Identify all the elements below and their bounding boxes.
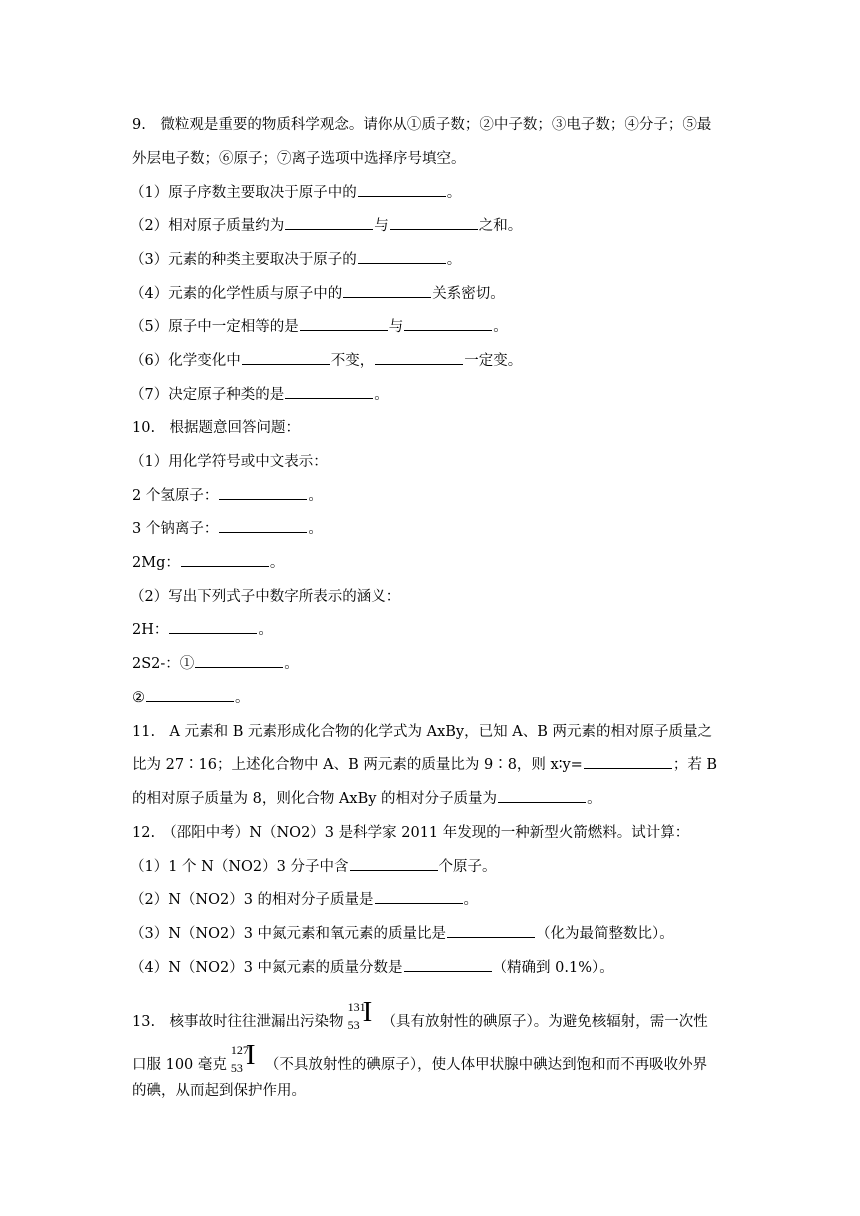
q13-line2: 口服 100 毫克 127 53 I （不具放射性的碘原子），使人体甲状腺中碘达到饱和而不再吸收外界 — [132, 1039, 708, 1075]
answer-blank[interactable] — [169, 618, 257, 634]
q9-part6: （6）化学变化中 不变， 一定变。 — [130, 349, 522, 370]
answer-blank[interactable] — [358, 248, 446, 264]
answer-blank[interactable] — [390, 214, 478, 230]
answer-blank[interactable] — [584, 753, 672, 769]
q9-part7: （7）决定原子种类的是 。 — [130, 383, 389, 404]
answer-blank[interactable] — [447, 922, 535, 938]
q10-hydrogen-atoms: 2 个氢原子： 。 — [132, 484, 323, 505]
q11-line3: 的相对原子质量为 8，则化合物 AxBy 的相对分子质量为 。 — [132, 787, 602, 808]
answer-blank[interactable] — [219, 484, 307, 500]
q12-part3: （3）N（NO2）3 中氮元素和氧元素的质量比是 （化为最简整数比）。 — [130, 922, 674, 943]
answer-blank[interactable] — [343, 282, 431, 298]
iodine-131-isotope: 131 53 I — [347, 996, 373, 1032]
answer-blank[interactable] — [498, 787, 586, 803]
answer-blank[interactable] — [375, 349, 463, 365]
q9-part1: （1）原子序数主要取决于原子中的 。 — [130, 181, 461, 202]
answer-blank[interactable] — [146, 686, 234, 702]
answer-blank[interactable] — [358, 181, 446, 197]
q10-part1: （1）用化学符号或中文表示： — [130, 454, 328, 470]
q13-line3: 的碘，从而起到保护作用。 — [132, 1083, 306, 1099]
q10-stem: 10. 根据题意回答问题： — [132, 420, 301, 436]
q13-line1: 13. 核事故时往往泄漏出污染物 131 53 I （具有放射性的碘原子）。为避免核辐射，需一次性 — [132, 996, 708, 1032]
answer-blank[interactable] — [404, 315, 492, 331]
q10-2s2: 2S2-：① 。 — [132, 652, 299, 673]
answer-blank[interactable] — [195, 652, 283, 668]
answer-blank[interactable] — [300, 315, 388, 331]
q9-part5: （5）原子中一定相等的是 与 。 — [130, 315, 508, 336]
q10-2h: 2H： 。 — [132, 618, 273, 639]
q12-part2: （2）N（NO2）3 的相对分子质量是 。 — [130, 888, 478, 909]
q9-stem-line2: 外层电子数；⑥原子；⑦离子选项中选择序号填空。 — [132, 151, 466, 167]
answer-blank[interactable] — [242, 349, 330, 365]
answer-blank[interactable] — [285, 383, 373, 399]
answer-blank[interactable] — [181, 551, 269, 567]
q12-part1: （1）1 个 N（NO2）3 分子中含 个原子。 — [130, 855, 497, 876]
q12-part4: （4）N（NO2）3 中氮元素的质量分数是 （精确到 0.1%）。 — [130, 956, 614, 977]
q11-line2: 比为 27∶16；上述化合物中 A、B 两元素的质量比为 9∶8，则 x∶y= ；若 B — [132, 753, 717, 774]
iodine-127-isotope: 127 53 I — [230, 1039, 256, 1075]
answer-blank[interactable] — [404, 956, 492, 972]
q9-part3: （3）元素的种类主要取决于原子的 。 — [130, 248, 461, 269]
answer-blank[interactable] — [285, 214, 373, 230]
answer-blank[interactable] — [350, 855, 438, 871]
q12-stem: 12. （邵阳中考）N（NO2）3 是科学家 2011 年发现的一种新型火箭燃料。试计算： — [132, 825, 690, 841]
q9-part4: （4）元素的化学性质与原子中的 关系密切。 — [130, 282, 505, 303]
q11-line1: 11. A 元素和 B 元素形成化合物的化学式为 AxBy，已知 A、B 两元素的相对原子质量之 — [132, 724, 712, 740]
q10-2mg: 2Mg： 。 — [132, 551, 284, 572]
q10-sodium-ions: 3 个钠离子： 。 — [132, 517, 323, 538]
q10-part2: （2）写出下列式子中数字所表示的涵义： — [130, 589, 401, 605]
q9-part2: （2）相对原子质量约为 与 之和。 — [130, 214, 522, 235]
answer-blank[interactable] — [219, 517, 307, 533]
q9-stem-line1: 9. 微粒观是重要的物质科学观念。请你从①质子数；②中子数；③电子数；④分子；⑤最 — [132, 117, 712, 133]
q10-2s2-second: ② 。 — [132, 686, 250, 707]
answer-blank[interactable] — [375, 888, 463, 904]
